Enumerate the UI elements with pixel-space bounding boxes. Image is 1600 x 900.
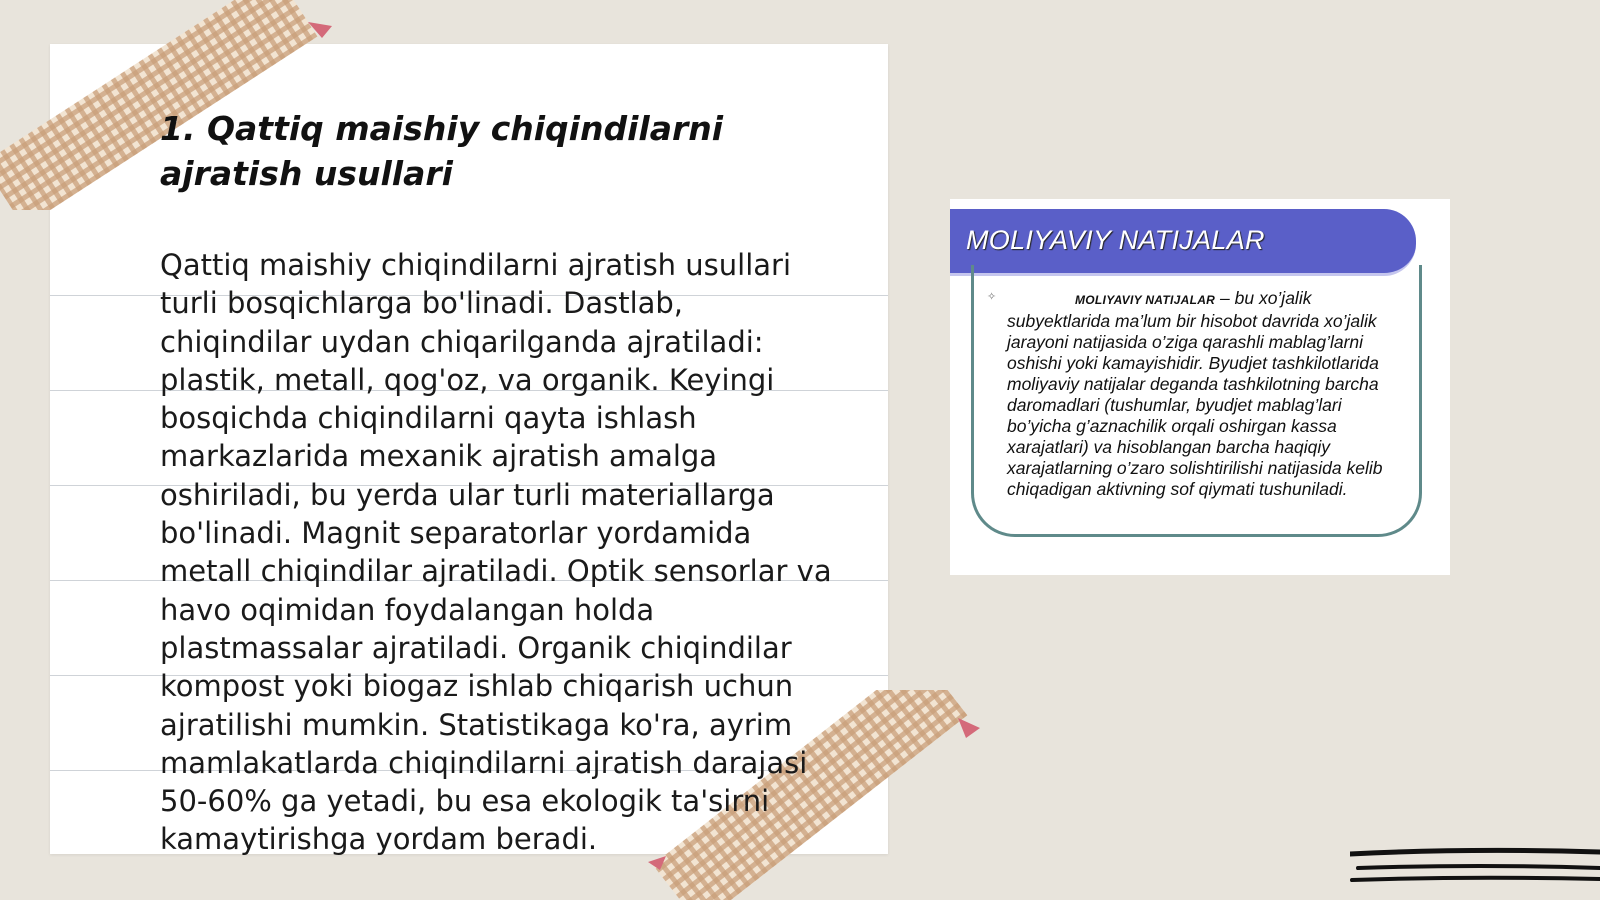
definition-card-image [950, 199, 1450, 575]
slide-body-text: Qattiq maishiy chiqindilarni ajratish usullari turli bosqichlarga bo'linadi. Dastlab, chiqindilar uydan chiqarilganda ajratiladi: plastik, metall, qog'oz, va organik. Keyingi bosqichda chiqindilarni qayta ishlash markazlarida mexanik ajratish amalga oshiriladi, bu yerda ular turli materiallarga bo'linadi. Magnit separatorlar yordamida metall chiqindilar ajratiladi. Optik sensorlar va havo oqimidan foydalangan holda plastmassalar ajratiladi. Organik chiqindilar kompost yoki biogaz ishlab chiqarish uchun ajratilishi mumkin. Statistikaga ko'ra, ayrim mamlakatlarda chiqindilarni ajratish darajasi 50-60% ga yetadi, bu esa ekologik ta'sirni kamaytirishga yordam beradi. [160, 248, 832, 857]
card-definition [1007, 288, 1409, 500]
card-header-title: MOLIYAVIY NATIJALAR [966, 225, 1265, 255]
card-definition-text: – bu xo’jalik subyektlarida ma’lum bir hisobot davrida xo’jalik jarayoni natijasida o’ziga qarashli mablag’larni oshishi yoki kamayishidir. Byudjet tashkilotlarida moliyaviy natijalar deganda tashkilotning barcha daromadlari (tushumlar, byudjet mablag’lari bo’yicha g’aznachilik orqali oshirgan kassa xarajatlari) va hisoblangan barcha haqiqiy xarajatlarning o’zaro solishtirilishi natijasida kelib chiqadigan aktivning sof qiymati tushuniladi. [1007, 288, 1383, 499]
slide-title: 1. Qattiq maishiy chiqindilarni ajratish usullari [160, 109, 724, 193]
tape-tip-icon [958, 718, 980, 738]
brush-strokes-decoration [1350, 846, 1600, 886]
card-term: MOLIYAVIY NATIJALAR [1075, 293, 1216, 307]
diamond-bullet-icon: ✧ [987, 290, 997, 303]
